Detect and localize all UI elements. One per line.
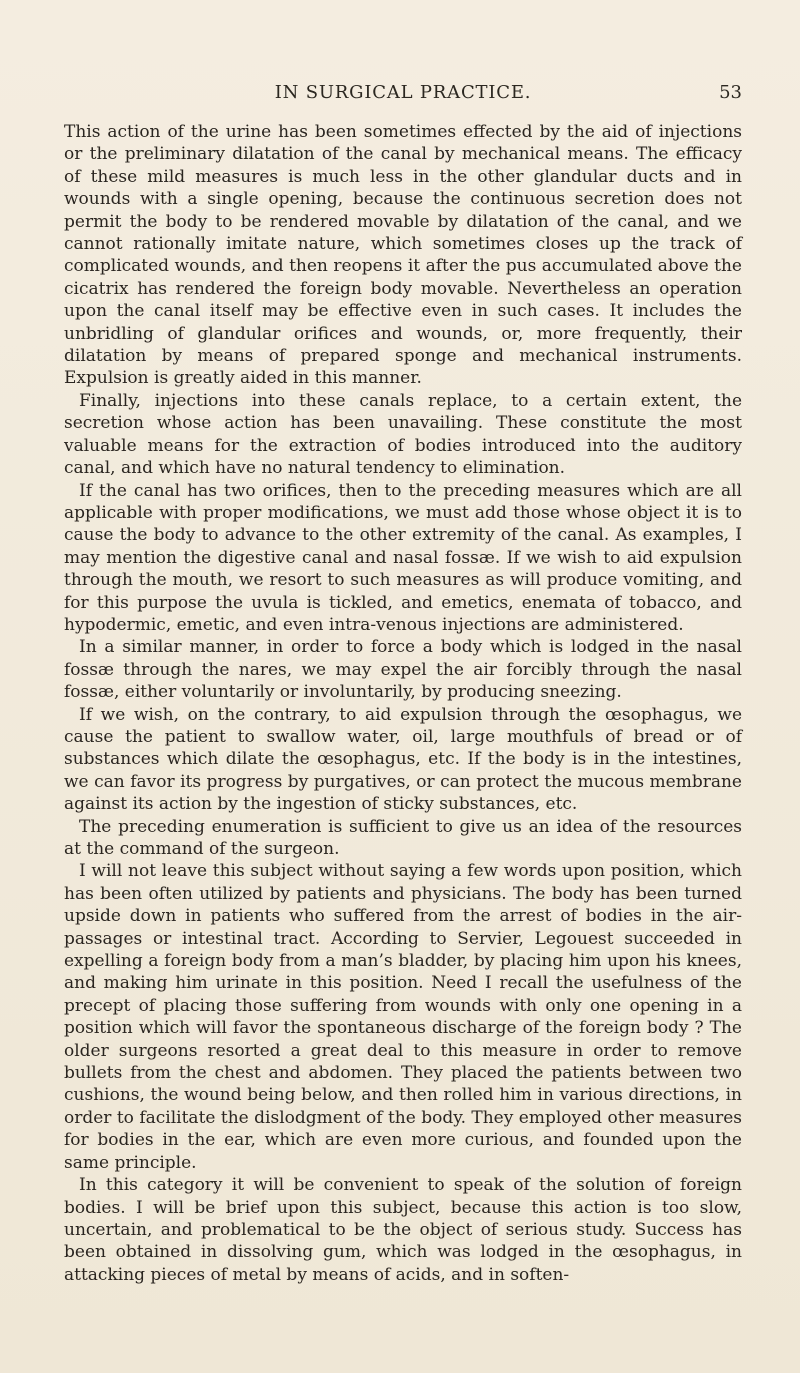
paragraph: If we wish, on the contrary, to aid expulsion through the œsophagus, we cause the patient to swallow water, oil, large mouthfuls of bread or of substances which dilate the œsophagus, etc. If the body is in the intestines, we can favor its progress by purgatives, or can protect the mucous membrane against its action by the ingestion of sticky substances, etc. — [64, 704, 742, 815]
paragraph: Finally, injections into these canals replace, to a certain extent, the secretion whose action has been unavailing. These constitute the most valuable means for the extraction of bodies introduced into the auditory canal, and which have no natural tendency to elimination. — [64, 390, 742, 479]
paragraph: The preceding enumeration is sufficient to give us an idea of the resources at the command of the surgeon. — [64, 816, 742, 859]
page-header — [64, 82, 742, 112]
paragraph: This action of the urine has been sometimes effected by the aid of injections or the preliminary dilatation of the canal by mechanical means. The efficacy of these mild measures is much less in the other glandular ducts and in wounds with a single opening, because the continuous secretion does not permit the body to be rendered movable by dilatation of the canal, and we cannot rationally imitate nature, which sometimes closes up the track of complicated wounds, and then reopens it after the pus accumulated above the cicatrix has rendered the foreign body movable. Nevertheless an operation upon the canal itself may be effective even in such cases. It includes the unbridling of glandular orifices and wounds, or, more frequently, their dilatation by means of prepared sponge and mechanical instruments. Expulsion is greatly aided in this manner. — [64, 122, 742, 389]
paragraph: If the canal has two orifices, then to the preceding measures which are all applicable with proper modifications, we must add those whose object it is to cause the body to advance to the other extremity of the canal. As examples, I may mention the digestive canal and nasal fossæ. If we wish to aid expulsion through the mouth, we resort to such measures as will produce vomiting, and for this purpose the uvula is tickled, and emetics, enemata of tobacco, and hypodermic, emetic, and even intra-venous injections are administered. — [64, 480, 742, 635]
running-head: IN SURGICAL PRACTICE. — [274, 82, 532, 103]
paragraph: I will not leave this subject without saying a few words upon position, which has been often utilized by patients and physicians. The body has been turned upside down in patients who suffered from the arrest of bodies in the air-passages or intestinal tract. According to Servier, Legouest succeeded in expelling a foreign body from a man’s bladder, by placing him upon his knees, and making him urinate in this position. Need I recall the usefulness of the precept of placing those suffering from wounds with only one opening in a position which will favor the spontaneous discharge of the foreign body ? The older surgeons resorted a great deal to this measure in order to remove bullets from the chest and abdomen. They placed the patients between two cushions, the wound being below, and then rolled him in various directions, in order to facilitate the dislodgment of the body. They employed other measures for bodies in the ear, which are even more curious, and founded upon the same principle. — [64, 861, 742, 1173]
body-text — [64, 121, 742, 1286]
page-number: 53 — [719, 82, 742, 103]
paragraph: In this category it will be convenient to speak of the solution of foreign bodies. I will be brief upon this subject, because this action is too slow, uncertain, and problematical to be the object of serious study. Success has been obtained in dissolving gum, which was lodged in the œsophagus, in attacking pieces of metal by means of acids, and in soften- — [64, 1175, 742, 1285]
paragraph: In a similar manner, in order to force a body which is lodged in the nasal fossæ through the nares, we may expel the air forcibly through the nasal fossæ, either voluntarily or involuntarily, by producing sneezing. — [64, 637, 742, 703]
